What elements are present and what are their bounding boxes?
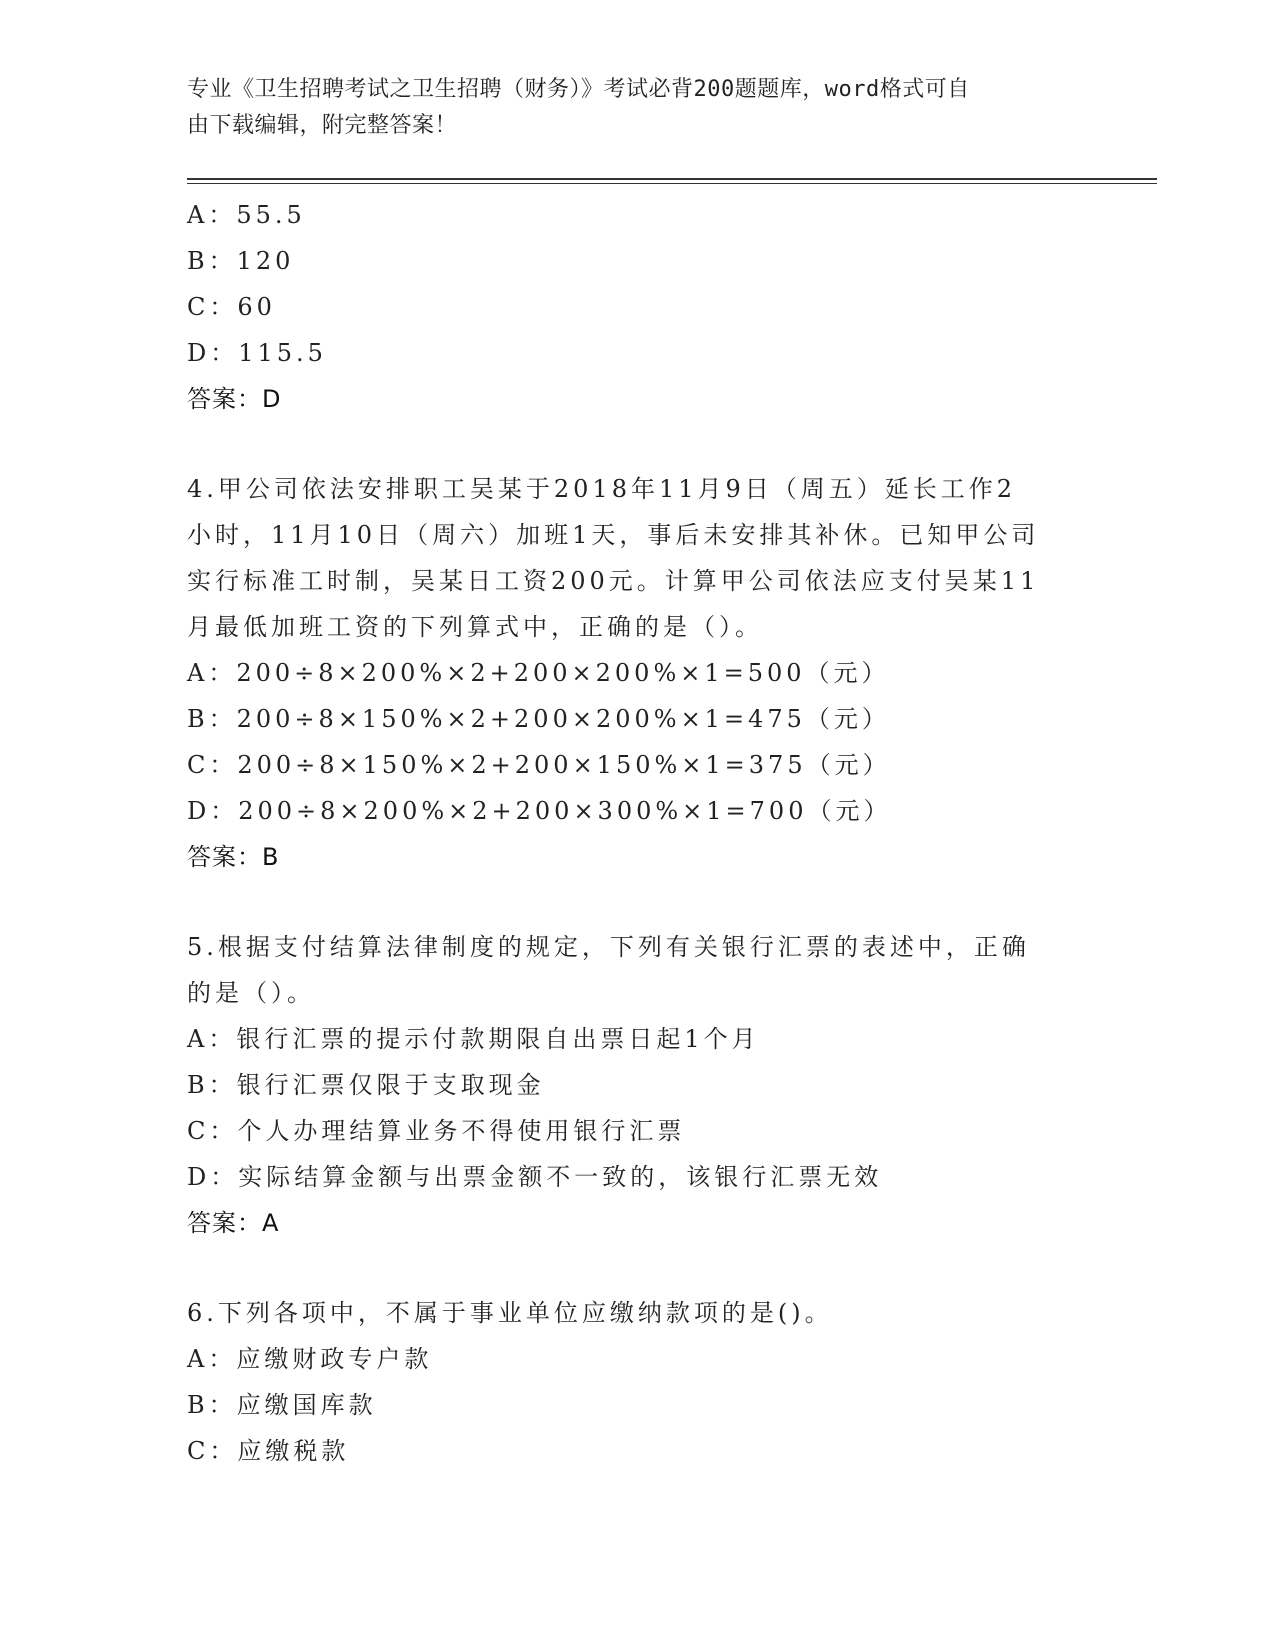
question-3-answer: 答案：D bbox=[187, 385, 282, 413]
question-4-option-a: A：200÷8×200%×2+200×200%×1=500（元） bbox=[187, 659, 890, 687]
question-5-option-d: D：实际结算金额与出票金额不一致的，该银行汇票无效 bbox=[187, 1163, 883, 1191]
question-6 bbox=[187, 1290, 1087, 1474]
spacer bbox=[187, 422, 1087, 466]
question-4 bbox=[187, 466, 1087, 880]
question-4-option-c: C：200÷8×150%×2+200×150%×1=375（元） bbox=[187, 751, 891, 779]
question-3-option-b: B：120 bbox=[187, 247, 295, 275]
question-3 bbox=[187, 192, 1087, 422]
document-header bbox=[187, 72, 1087, 144]
question-4-stem-line: 实行标准工时制，吴某日工资200元。计算甲公司依法应支付吴某11 bbox=[187, 567, 1040, 595]
question-content bbox=[187, 192, 1087, 1474]
question-4-stem-line: 4.甲公司依法安排职工吴某于2018年11月9日（周五）延长工作2 bbox=[187, 475, 1017, 503]
question-4-option-d: D：200÷8×200%×2+200×300%×1=700（元） bbox=[187, 797, 892, 825]
question-4-answer: 答案：B bbox=[187, 843, 280, 871]
question-6-option-b: B：应缴国库款 bbox=[187, 1391, 377, 1419]
spacer bbox=[187, 1246, 1087, 1290]
question-3-option-d: D：115.5 bbox=[187, 339, 327, 367]
question-5-option-a: A：银行汇票的提示付款期限自出票日起1个月 bbox=[187, 1025, 760, 1053]
question-6-option-c: C：应缴税款 bbox=[187, 1437, 350, 1465]
question-4-stem-line: 月最低加班工资的下列算式中，正确的是（）。 bbox=[187, 613, 763, 641]
question-6-option-a: A：应缴财政专户款 bbox=[187, 1345, 433, 1373]
header-line-2: 由下载编辑，附完整答案！ bbox=[187, 113, 458, 138]
question-5-stem-line: 的是（）。 bbox=[187, 979, 315, 1007]
question-5-option-c: C：个人办理结算业务不得使用银行汇票 bbox=[187, 1117, 686, 1145]
question-4-option-b: B：200÷8×150%×2+200×200%×1=475（元） bbox=[187, 705, 890, 733]
header-divider-thick bbox=[187, 178, 1157, 180]
question-5-stem-line: 5.根据支付结算法律制度的规定，下列有关银行汇票的表述中，正确 bbox=[187, 933, 1030, 961]
question-3-option-c: C：60 bbox=[187, 293, 276, 321]
question-5-answer: 答案：A bbox=[187, 1209, 280, 1237]
header-line-1: 专业《卫生招聘考试之卫生招聘（财务）》考试必背200题题库，word格式可自 bbox=[187, 77, 970, 102]
spacer bbox=[187, 880, 1087, 924]
header-divider-thin bbox=[187, 183, 1157, 184]
question-5-option-b: B：银行汇票仅限于支取现金 bbox=[187, 1071, 545, 1099]
question-5 bbox=[187, 924, 1087, 1246]
question-6-stem-line: 6.下列各项中，不属于事业单位应缴纳款项的是()。 bbox=[187, 1299, 833, 1327]
question-3-option-a: A：55.5 bbox=[187, 201, 306, 229]
question-4-stem-line: 小时，11月10日（周六）加班1天，事后未安排其补休。已知甲公司 bbox=[187, 521, 1040, 549]
